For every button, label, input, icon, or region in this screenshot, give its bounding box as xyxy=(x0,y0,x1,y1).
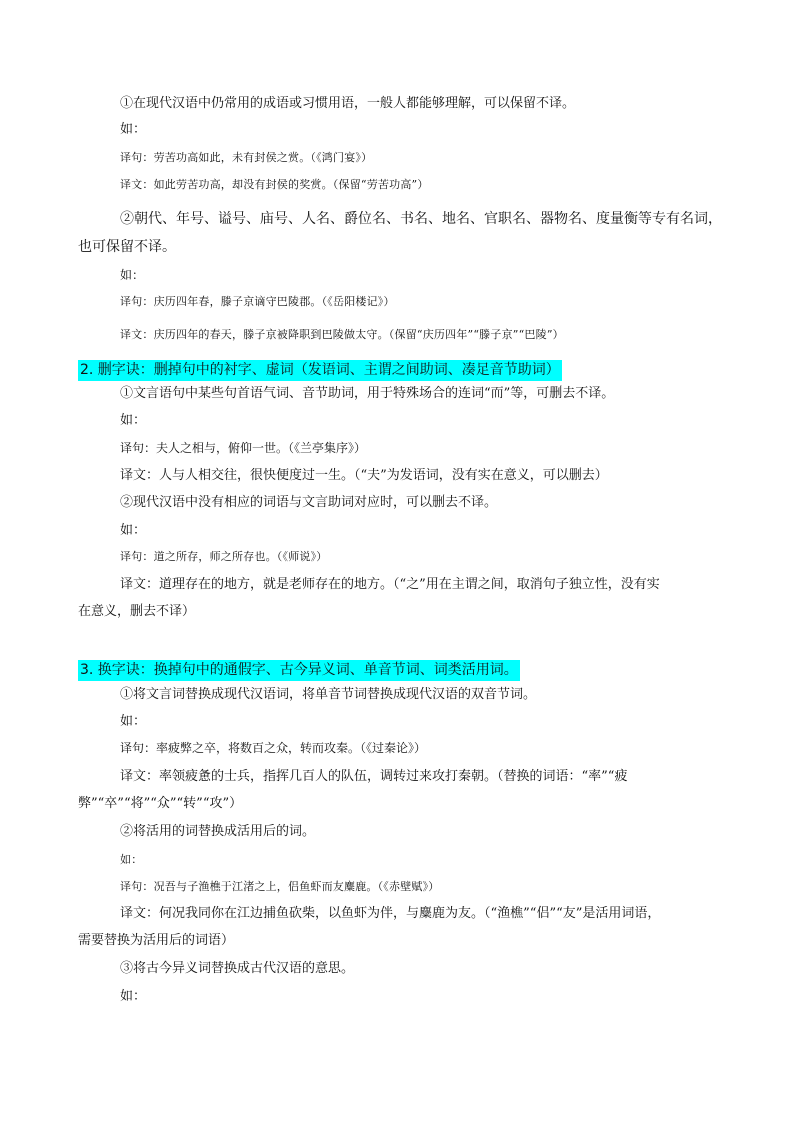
example-translation-cont: 弊”“卒”“将”“众”“转”“攻”） xyxy=(78,796,243,811)
example-source-sentence: 译句：夫人之相与，俯仰一世。（《兰亭集序》） xyxy=(120,441,367,455)
para-proper-nouns: ②朝代、年号、谥号、庙号、人名、爵位名、书名、地名、官职名、器物名、度量衡等专有名词， xyxy=(120,211,722,227)
para-proper-nouns-cont: 也可保留不译。 xyxy=(78,239,176,255)
example-label: 如： xyxy=(120,989,147,1004)
example-translation: 译文：如此劳苦功高，却没有封侯的奖赏。（保留“劳苦功高”） xyxy=(120,178,429,191)
para-idiom-keep: ①在现代汉语中仍常用的成语或习惯用语，一般人都能够理解，可以保留不译。 xyxy=(120,96,576,111)
example-source-sentence: 译句：率疲弊之卒，将数百之众，转而攻秦。（《过秦论》） xyxy=(120,741,427,755)
example-label: 如： xyxy=(120,853,143,866)
para-replace-conversion: ②将活用的词替换成活用后的词。 xyxy=(120,824,316,839)
example-label: 如： xyxy=(120,122,147,137)
example-translation: 译文：庆历四年的春天，滕子京被降职到巴陵做太守。（保留“庆历四年”“滕子京”“巴陵”） xyxy=(120,328,564,341)
example-translation-cont: 在意义，删去不译） xyxy=(78,604,196,619)
example-translation: 译文：率领疲惫的士兵，指挥几百人的队伍，调转过来攻打秦朝。（替换的词语：“率”“疲 xyxy=(120,769,628,784)
example-source-sentence: 译句：庆历四年春，滕子京谪守巴陵郡。（《岳阳楼记》） xyxy=(120,295,395,308)
example-translation: 译文：人与人相交往，很快便度过一生。（“夫”为发语词，没有实在意义，可以删去） xyxy=(120,468,608,483)
section-heading-delete xyxy=(78,361,562,377)
example-label: 如： xyxy=(120,523,147,538)
para-replace-words: ①将文言词替换成现代汉语词，将单音节词替换成现代汉语的双音节词。 xyxy=(120,687,537,702)
para-delete-particles: ①文言语句中某些句首语气词、音节助词，用于特殊场合的连词“而”等，可删去不译。 xyxy=(120,386,615,401)
example-label: 如： xyxy=(120,413,147,428)
example-label: 如： xyxy=(120,268,145,282)
example-translation: 译文：何况我同你在江边捕鱼砍柴，以鱼虾为伴，与麋鹿为友。（“渔樵”“侣”“友”是活用词语， xyxy=(120,906,661,921)
example-source-sentence: 译句：劳苦功高如此，未有封侯之赏。（《鸿门宴》） xyxy=(120,151,373,164)
example-translation-cont: 需要替换为活用后的词语） xyxy=(78,933,235,948)
example-source-sentence: 译句：道之所存，师之所存也。（《师说》） xyxy=(120,550,328,563)
highlighted-heading: 3. 换字诀：换掉句中的通假字、古今异义词、单音节词、词类活用词。 xyxy=(78,660,520,681)
para-delete-auxiliary: ②现代汉语中没有相应的词语与文言助词对应时，可以删去不译。 xyxy=(120,495,498,510)
para-replace-ancient-meaning: ③将古今异义词替换成古代汉语的意思。 xyxy=(120,961,355,976)
section-heading-replace xyxy=(78,661,520,677)
example-label: 如： xyxy=(120,714,147,729)
example-source-sentence: 译句：况吾与子渔樵于江渚之上，侣鱼虾而友麋鹿。（《赤壁赋》） xyxy=(120,880,440,893)
highlighted-heading: 2. 删字诀：删掉句中的衬字、虚词（发语词、主谓之间助词、凑足音节助词） xyxy=(78,360,562,381)
example-translation: 译文：道理存在的地方，就是老师存在的地方。（“之”用在主谓之间，取消句子独立性，没有实 xyxy=(120,577,660,592)
